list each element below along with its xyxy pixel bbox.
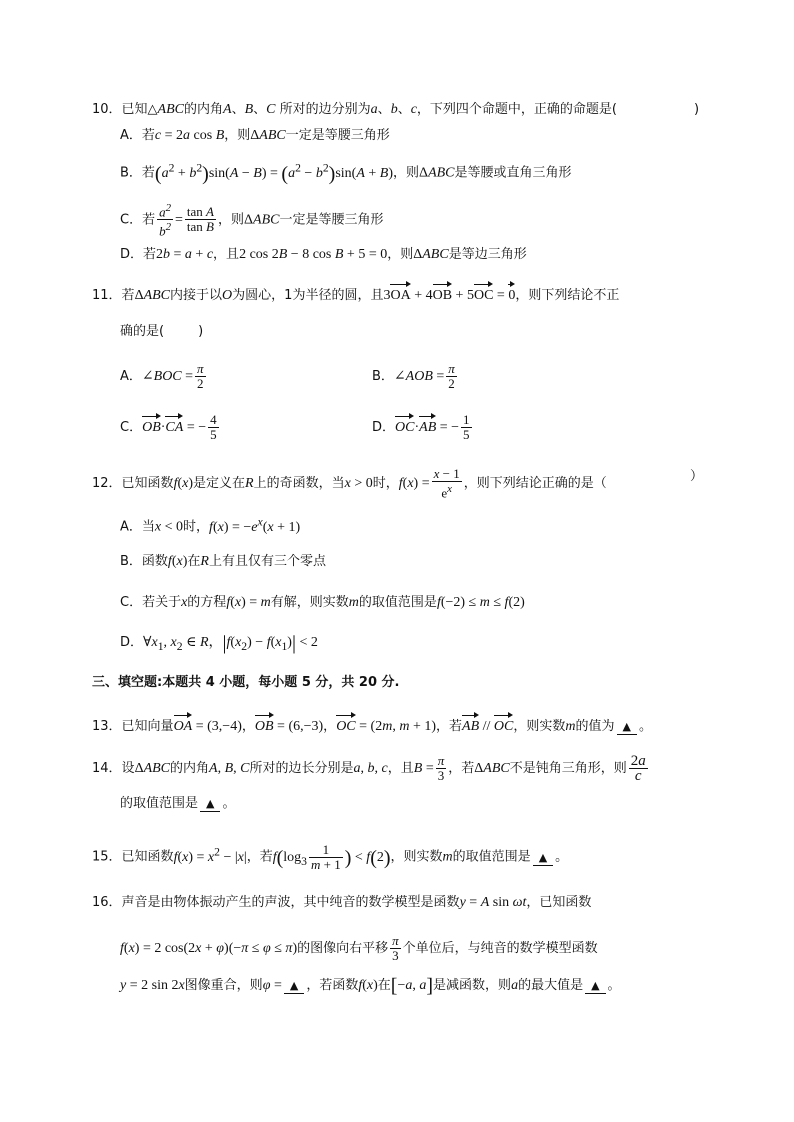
- q10-option-a: A．若c = 2a cos B，则ΔABC一定是等腰三角形: [120, 128, 390, 143]
- q12-paren: ）: [690, 469, 704, 484]
- q15-stem: 15．已知函数$f(x) = x^2 - |x|$，若$f(\log_3$ $\frac{1}{m + 1}$ ) < f(2)，则实数m的取值范围是 ▲ 。: [92, 841, 569, 872]
- q16-answer-blank-1[interactable]: ▲: [284, 979, 304, 994]
- section-title: 三、填空题:本题共 4 小题，每小题 5 分，共 20 分.: [92, 675, 400, 690]
- q10-option-b: B．若$(a^2 + b^2)\sin(A - B) = (a^2 - b^2)\sin(A + B)$，则ΔABC是等腰或直角三角形: [120, 161, 572, 185]
- q10-option-c: C．若 $\frac{a^2}{b^2}$ = $\frac{\text{tan A}}{\text{tan B}}$ ，则ΔABC一定是等腰三角形: [120, 202, 384, 239]
- q10-option-d: D．若2b = a + c，且2 cos 2B − 8 cos B + 5 = 0，则ΔABC是等边三角形: [120, 247, 527, 262]
- q11-stem-cont: 确的是( ): [120, 324, 204, 339]
- q12-option-c: C．若关于x的方程f(x) = m有解，则实数m的取值范围是f(−2) ≤ m ≤ f(2): [120, 595, 525, 610]
- q16-stem-3: y = 2 sin 2x图像重合，则φ = ▲ ，若函数f(x)在[−a, a]是减函数，则a的最大值是 ▲ 。: [120, 975, 621, 997]
- q14-stem-cont: 的取值范围是 ▲ 。: [120, 796, 236, 811]
- q16-stem: 16．声音是由物体振动产生的声波，其中纯音的数学模型是函数y = A sin ωt，已知函数: [92, 895, 592, 910]
- q16-stem-2: f(x) = 2 cos(2x + φ)(−π ≤ φ ≤ π)的图像向右平移 $\frac{\pi}{3}$ 个单位后，与纯音的数学模型函数: [120, 933, 598, 963]
- q11-stem: 11．若ΔABC内接于以O为圆心，1为半径的圆，且3OA + 4OB + 5OC = 0，则下列结论不正: [92, 285, 619, 306]
- q12-option-d: D．$\forall x_1$, $x_2$ ∈ R，$|f(x_2) - f(x_1)| < 2$: [120, 632, 318, 654]
- q10-paren: ): [694, 102, 700, 117]
- q11-option-a: A．∠BOC = $\frac{\pi}{2}$: [120, 361, 204, 391]
- q15-answer-blank[interactable]: ▲: [533, 851, 553, 866]
- q11-option-b: B．∠AOB = $\frac{\pi}{2}$: [372, 361, 455, 391]
- q13-stem: 13．已知向量OA = (3,−4)，OB = (6,−3)，OC = (2m, m + 1)，若AB // OC，则实数m的值为 ▲ 。: [92, 717, 652, 737]
- q14-stem: 14．设ΔABC的内角A, B, C所对的边长分别是a, b, c，且B = $\frac{\pi}{3}$ ，若ΔABC不是钝角三角形，则 $\frac{2a}{c}$: [92, 753, 646, 784]
- q11-option-d: D．OC·AB = − $\frac{1}{5}$: [372, 412, 470, 442]
- q13-answer-blank[interactable]: ▲: [617, 720, 637, 735]
- q12-option-a: A．当x < 0时，$f(x) = -e^x(x + 1)$: [120, 515, 301, 535]
- q12-option-b: B．函数f(x)在R上有且仅有三个零点: [120, 554, 326, 569]
- q14-answer-blank[interactable]: ▲: [200, 797, 220, 812]
- q10-stem: 10．已知△ABC的内角A、B、C 所对的边分别为a、b、c，下列四个命题中，正确的命题是(: [92, 102, 617, 117]
- q12-stem: 12．已知函数f(x)是定义在R上的奇函数，当x > 0时，f(x) = $\frac{x - 1}{e^x}$ ，则下列结论正确的是（: [92, 466, 607, 501]
- q16-answer-blank-2[interactable]: ▲: [585, 979, 605, 994]
- q11-option-c: C．OB·CA = − $\frac{4}{5}$: [120, 412, 217, 442]
